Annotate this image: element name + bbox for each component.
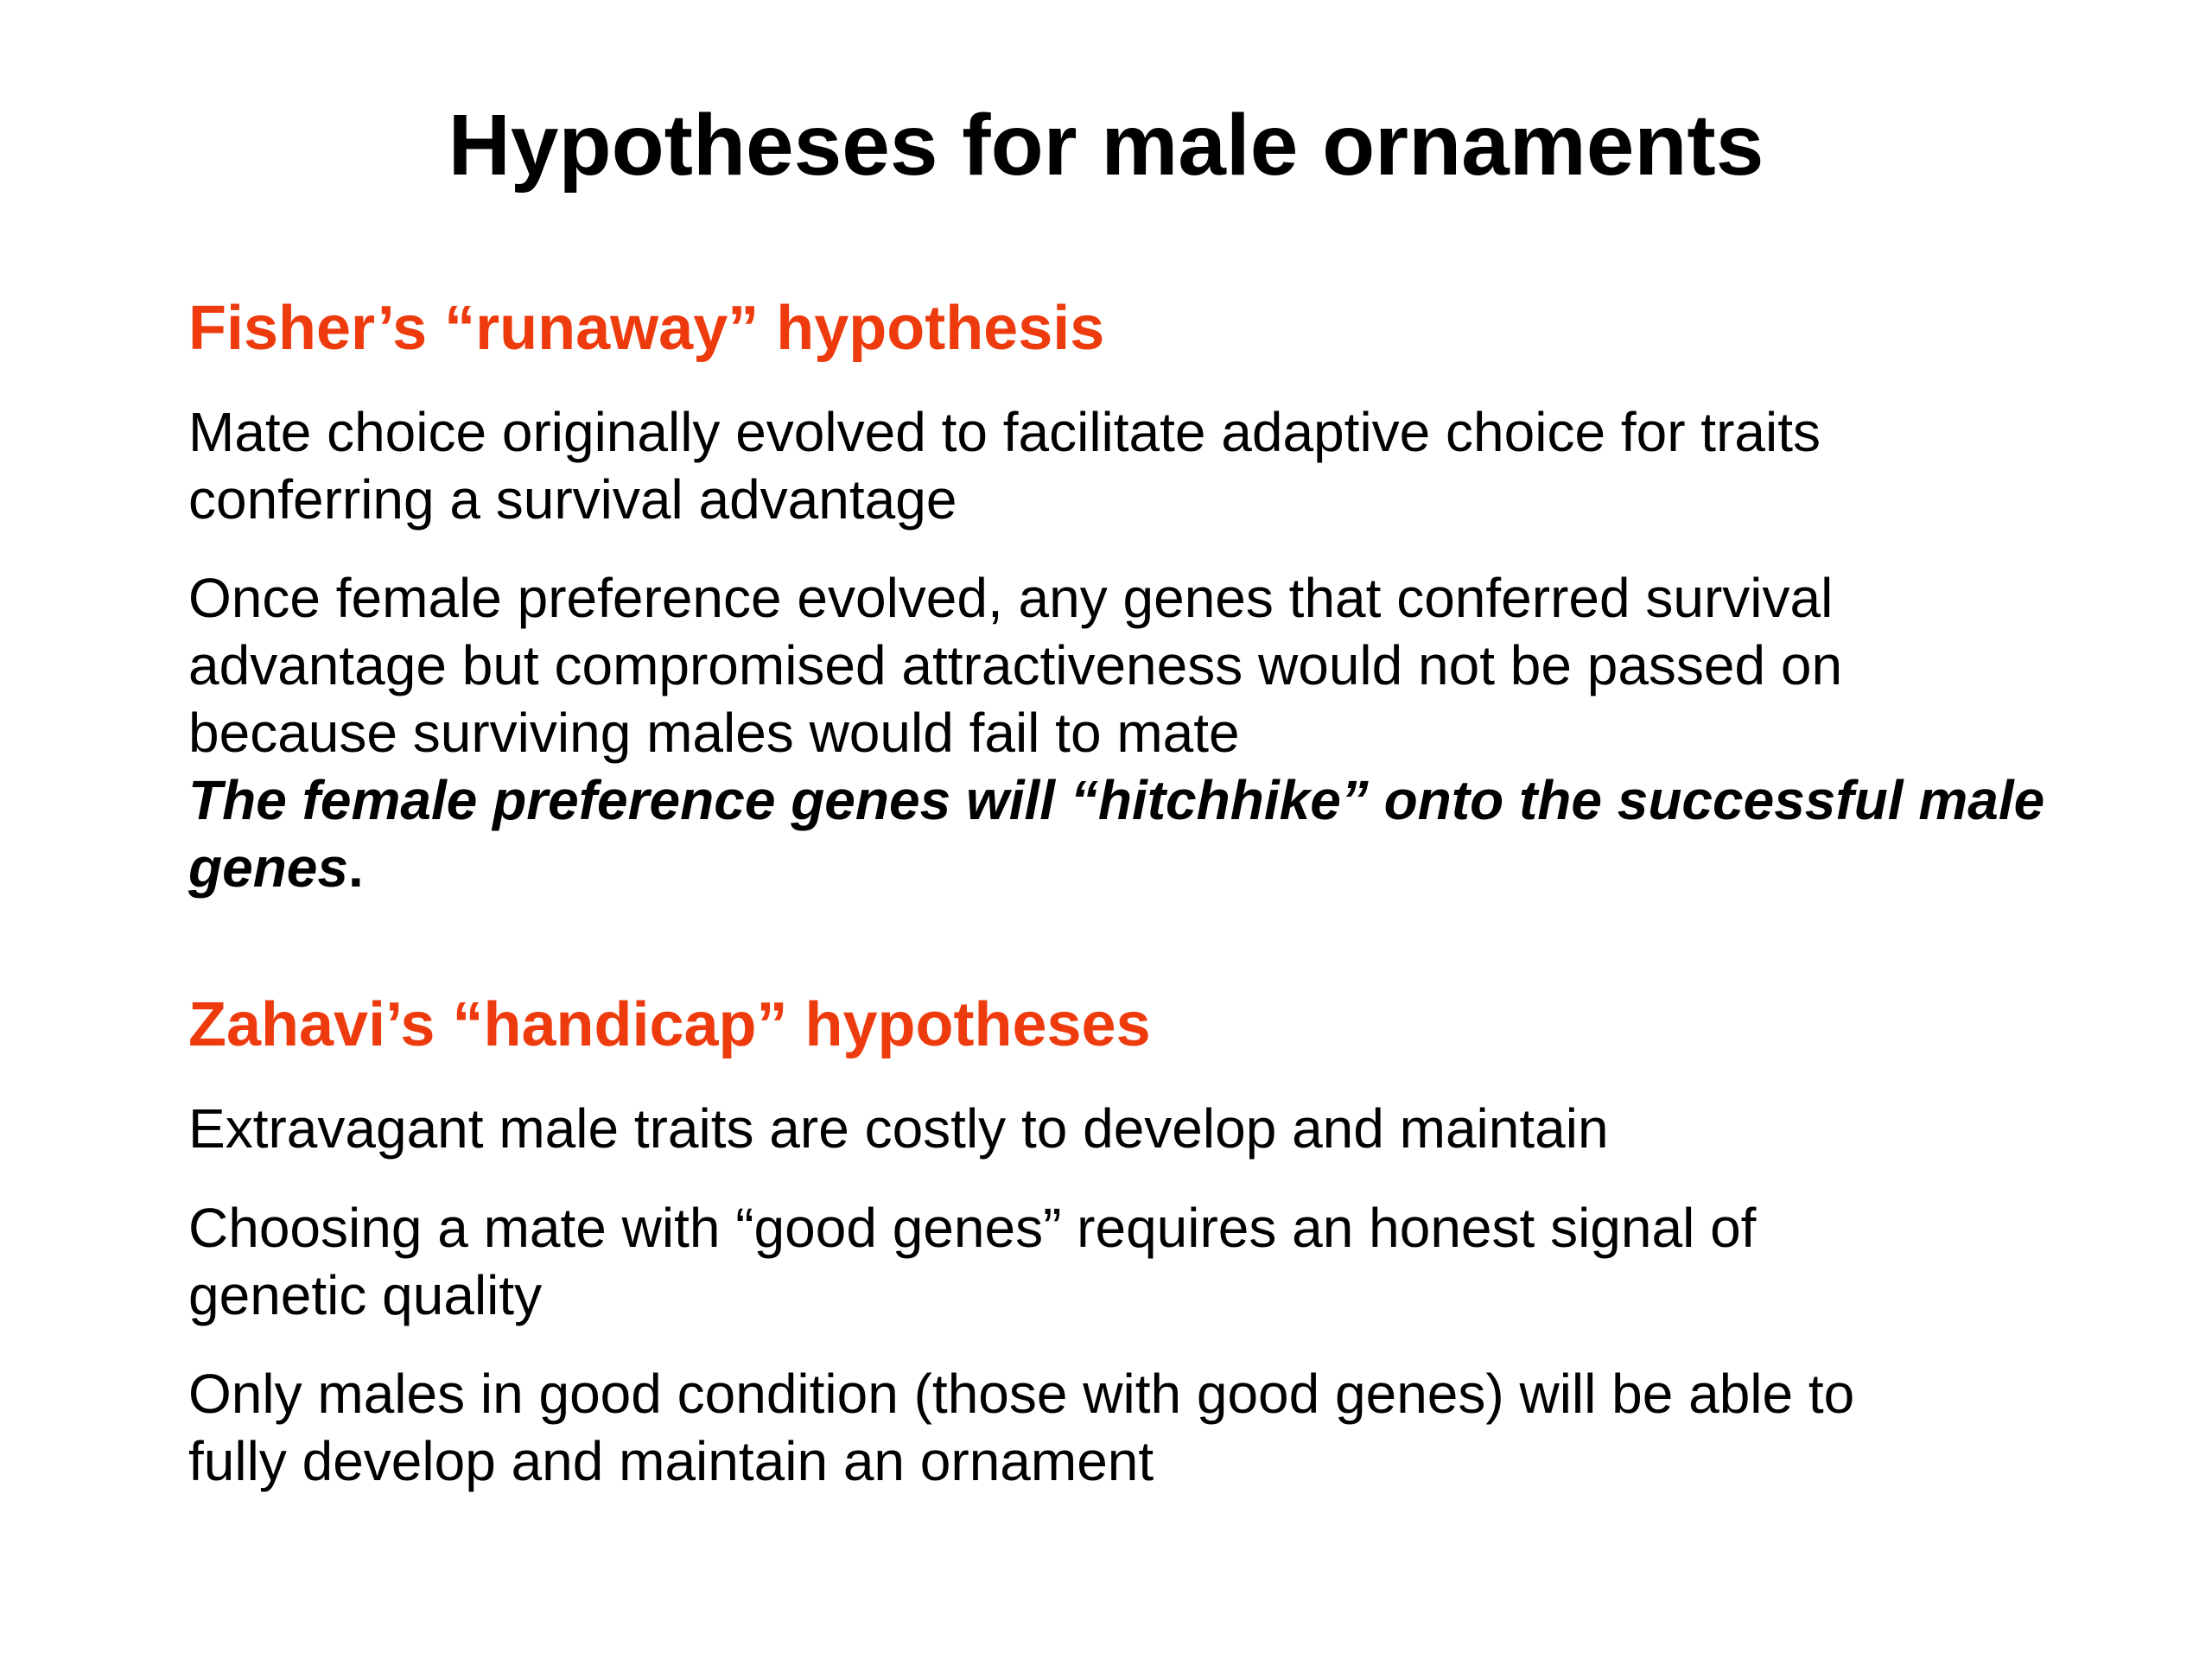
paragraph-fisher-preference — [188, 564, 2141, 901]
text-line: fully develop and maintain an ornament — [188, 1430, 1154, 1492]
text-line: genetic quality — [188, 1264, 543, 1326]
text-line: Extravagant male traits are costly to develop and maintain — [188, 1097, 1609, 1160]
text-line: because surviving males would fail to mate — [188, 702, 1240, 764]
paragraph-zahavi-good-genes — [188, 1194, 2141, 1329]
paragraph-fisher-mate-choice — [188, 398, 2141, 533]
section-heading-fisher: Fisher’s “runaway” hypothesis — [188, 294, 1105, 363]
paragraph-zahavi-condition — [188, 1360, 2141, 1495]
text-line: Choosing a mate with “good genes” requires an honest signal of — [188, 1197, 1757, 1259]
emphasis-period: . — [347, 836, 364, 899]
text-line: Once female preference evolved, any genes that conferred survival — [188, 567, 1834, 629]
emphasis-line: The female preference genes will “hitchhike” onto the successful male — [188, 769, 2045, 831]
paragraph-zahavi-costly — [188, 1095, 2141, 1162]
emphasis-text: genes — [188, 836, 348, 899]
text-line: Only males in good condition (those with good genes) will be able to — [188, 1363, 1855, 1425]
slide-title: Hypotheses for male ornaments — [448, 97, 1764, 194]
text-line: Mate choice originally evolved to facilitate adaptive choice for traits — [188, 401, 1821, 463]
section-heading-zahavi: Zahavi’s “handicap” hypotheses — [188, 990, 1151, 1059]
text-line: advantage but compromised attractiveness would not be passed on — [188, 634, 1843, 696]
emphasis-line-final — [188, 834, 2141, 901]
text-line: conferring a survival advantage — [188, 468, 957, 531]
